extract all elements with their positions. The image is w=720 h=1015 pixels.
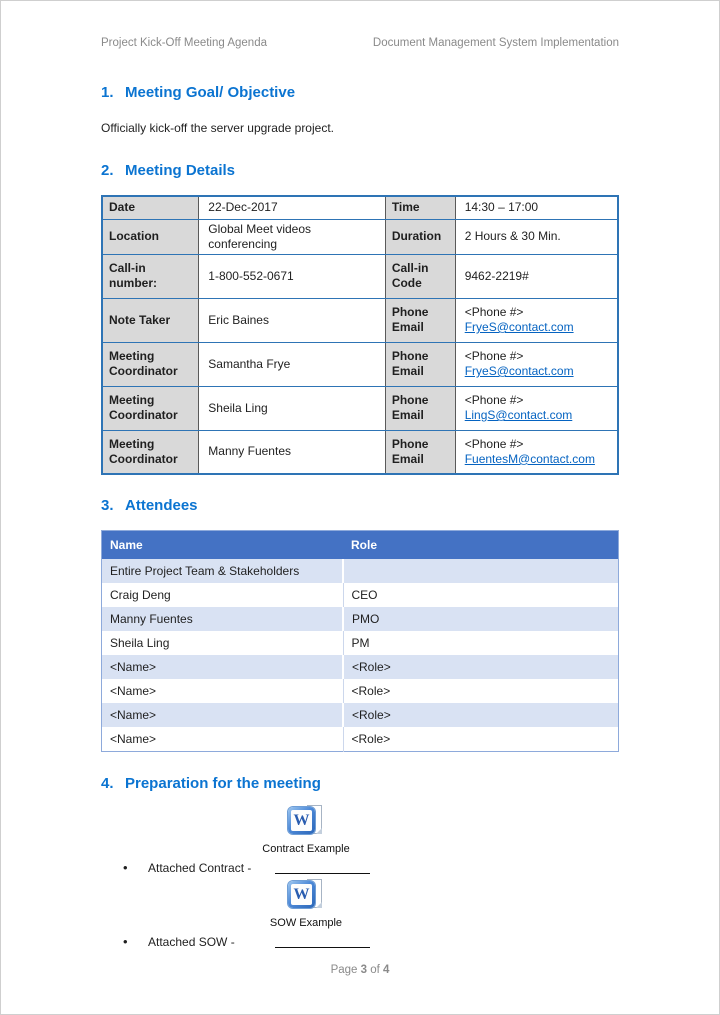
list-item <box>123 933 619 951</box>
table-row <box>102 655 619 679</box>
attendee-name-cell: <Name> <box>102 655 344 679</box>
value-cell: Manny Fuentes <box>199 430 386 474</box>
footer-of-word: of <box>370 964 380 976</box>
value-cell: 2 Hours & 30 Min. <box>455 219 618 254</box>
attachment-caption: SOW Example <box>269 917 343 929</box>
label-cell: Phone Email <box>385 342 455 386</box>
header-right-text: Document Management System Implementation <box>372 37 619 49</box>
heading-title: Preparation for the meeting <box>125 775 321 792</box>
phone-placeholder: <Phone #> <box>464 436 524 451</box>
list-item <box>123 859 619 877</box>
section-heading-attendees <box>101 498 619 514</box>
value-cell: 22-Dec-2017 <box>199 196 386 219</box>
value-cell <box>455 430 618 474</box>
table-row <box>102 559 619 583</box>
bullet-label: Attached SOW - <box>148 935 235 949</box>
word-app-tile: W <box>288 881 315 908</box>
attendee-role-cell: <Role> <box>343 727 619 752</box>
attendees-header-name: Name <box>102 531 344 560</box>
value-cell: Sheila Ling <box>199 386 386 430</box>
attendee-role-cell: <Role> <box>343 655 619 679</box>
table-row <box>102 430 618 474</box>
heading-title: Meeting Goal/ Objective <box>125 84 296 101</box>
word-file-icon[interactable] <box>288 805 324 836</box>
attendees-table <box>101 530 619 752</box>
label-cell: Date <box>102 196 199 219</box>
heading-number: 1. <box>101 84 114 101</box>
bullet-dot: • <box>123 934 128 949</box>
attendee-name-cell: <Name> <box>102 703 344 727</box>
attendee-role-cell: PM <box>343 631 619 655</box>
label-cell: Location <box>102 219 199 254</box>
footer-total-pages: 4 <box>383 964 390 976</box>
label-cell: Phone Email <box>385 430 455 474</box>
page-footer <box>1 964 719 976</box>
label-cell: Meeting Coordinator <box>102 430 199 474</box>
label-cell: Phone Email <box>385 386 455 430</box>
attendee-role-cell: PMO <box>343 607 619 631</box>
table-row <box>102 703 619 727</box>
page-header <box>101 1 619 49</box>
value-cell: Eric Baines <box>199 298 386 342</box>
table-row <box>102 631 619 655</box>
table-row <box>102 342 618 386</box>
attendee-role-cell: CEO <box>343 583 619 607</box>
attendee-name-cell: Manny Fuentes <box>102 607 344 631</box>
word-file-icon[interactable] <box>288 879 324 910</box>
value-cell <box>455 386 618 430</box>
attendee-name-cell: Craig Deng <box>102 583 344 607</box>
table-row <box>102 727 619 752</box>
fill-in-line <box>275 947 370 948</box>
phone-placeholder: <Phone #> <box>464 305 524 319</box>
attendee-role-cell: <Role> <box>343 679 619 703</box>
table-row <box>102 298 618 342</box>
heading-number: 4. <box>101 775 114 792</box>
meeting-details-table <box>101 195 619 475</box>
label-cell: Phone Email <box>385 298 455 342</box>
heading-number: 2. <box>101 162 114 179</box>
heading-number: 3. <box>101 497 114 514</box>
table-row <box>102 196 618 219</box>
attendee-name-cell: Sheila Ling <box>102 631 344 655</box>
value-cell: 9462-2219# <box>455 254 618 298</box>
label-cell: Call-in number: <box>102 254 199 298</box>
footer-page-word: Page <box>330 964 358 976</box>
section-heading-details <box>101 163 619 179</box>
goal-paragraph: Officially kick-off the server upgrade project. <box>101 121 334 135</box>
attendee-name-cell: <Name> <box>102 679 344 703</box>
attendee-role-cell <box>343 559 619 583</box>
fill-in-line <box>275 873 370 874</box>
value-cell <box>455 342 618 386</box>
label-cell: Note Taker <box>102 298 199 342</box>
table-row <box>102 679 619 703</box>
footer-page-number: 3 <box>360 964 368 976</box>
attendee-role-cell: <Role> <box>343 703 619 727</box>
attendee-name-cell: Entire Project Team & Stakeholders <box>102 559 344 583</box>
value-cell <box>455 298 618 342</box>
label-cell: Meeting Coordinator <box>102 342 199 386</box>
section-heading-preparation <box>101 776 619 792</box>
label-cell: Call-in Code <box>385 254 455 298</box>
label-cell: Meeting Coordinator <box>102 386 199 430</box>
table-row <box>102 219 618 254</box>
attachment-sow <box>241 879 371 929</box>
table-row <box>102 386 618 430</box>
attendee-name-cell: <Name> <box>102 727 344 752</box>
label-cell: Duration <box>385 219 455 254</box>
table-row <box>102 254 618 298</box>
bullet-dot: • <box>123 860 128 875</box>
header-left-text: Project Kick-Off Meeting Agenda <box>101 37 267 49</box>
email-link[interactable]: LingS@contact.com <box>464 408 573 422</box>
heading-title: Attendees <box>125 497 198 514</box>
phone-placeholder: <Phone #> <box>464 349 524 363</box>
email-link[interactable]: FryeS@contact.com <box>464 364 574 378</box>
attachment-contract <box>241 805 371 855</box>
attendees-header-row <box>102 531 619 560</box>
email-link[interactable]: FuentesM@contact.com <box>464 451 595 466</box>
value-cell: 14:30 – 17:00 <box>455 196 618 219</box>
value-cell: 1-800-552-0671 <box>199 254 386 298</box>
phone-placeholder: <Phone #> <box>464 393 524 407</box>
heading-title: Meeting Details <box>125 162 236 179</box>
word-app-tile: W <box>288 807 315 834</box>
table-row <box>102 583 619 607</box>
attachment-caption: Contract Example <box>262 843 350 855</box>
bullet-label: Attached Contract - <box>148 861 252 875</box>
value-cell: Samantha Frye <box>199 342 386 386</box>
label-cell: Time <box>385 196 455 219</box>
email-link[interactable]: FryeS@contact.com <box>464 320 574 334</box>
attendees-header-role: Role <box>343 531 619 560</box>
value-cell: Global Meet videos conferencing <box>199 219 386 254</box>
section-heading-goal <box>101 85 619 101</box>
table-row <box>102 607 619 631</box>
